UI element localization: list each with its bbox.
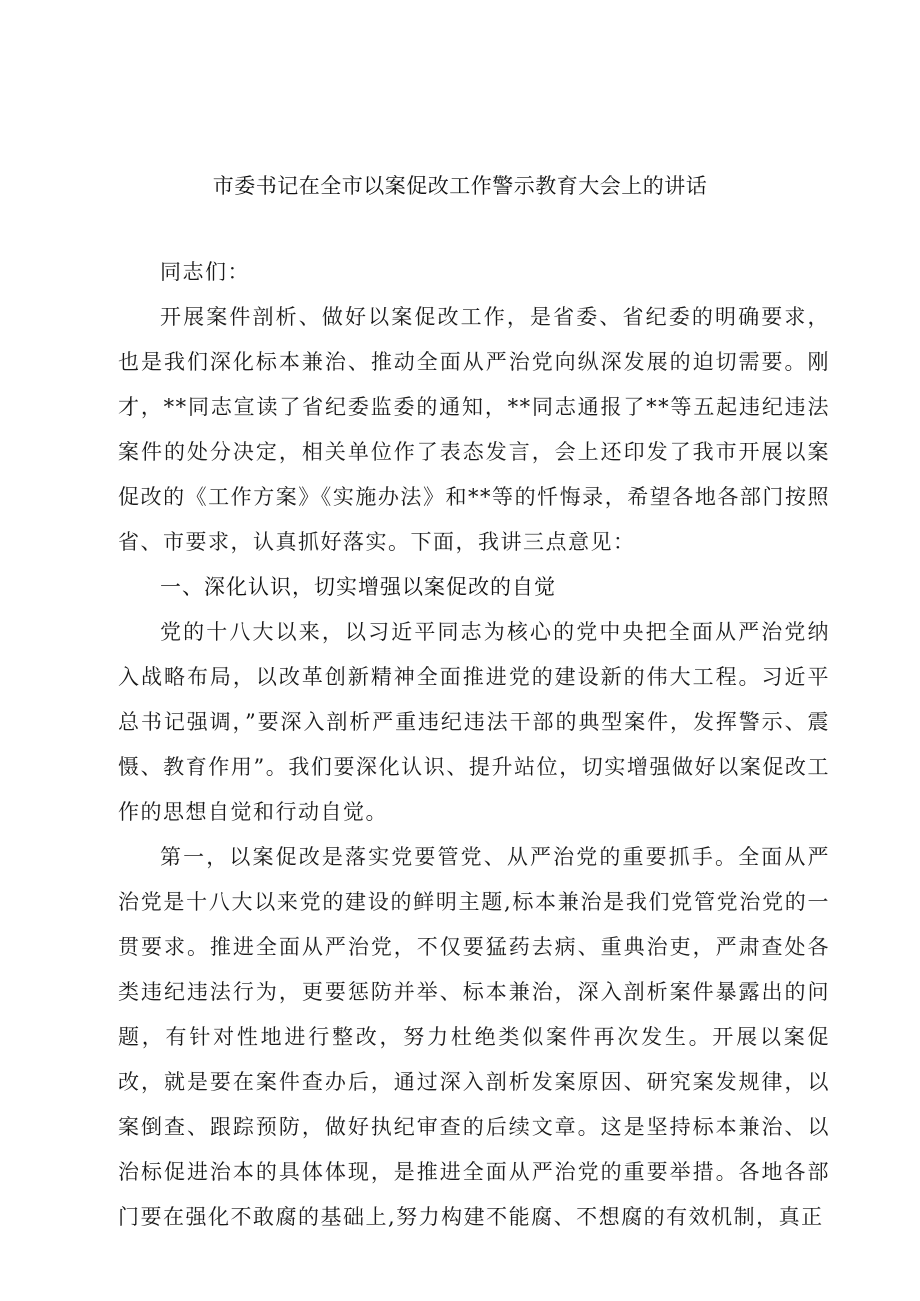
document-title: 市委书记在全市以案促改工作警示教育大会上的讲话	[212, 174, 708, 198]
paragraph-section1-1: 党的十八大以来，以习近平同志为核心的党中央把全面从严治党纳入战略布局，以改革创新精神全面推进党的建设新的伟大工程。习近平总书记强调，”要深入剖析严重违纪违法干部的典型案件，发挥警示、震慑、教育作用”。我们要深化认识、提升站位，切实增强做好以案促改工作的思想自觉和行动自觉。	[118, 620, 830, 824]
section-heading-1: 一、深化认识，切实增强以案促改的自觉	[160, 575, 556, 599]
document-body	[118, 250, 830, 1240]
paragraph-section1-2: 第一，以案促改是落实党要管党、从严治党的重要抓手。全面从严治党是十八大以来党的建设的鲜明主题,标本兼治是我们党管党治党的一贯要求。推进全面从严治党，不仅要猛药去病、重典治吏，严肃查处各类违纪违法行为，更要惩防并举、标本兼治，深入剖析案件暴露出的问题，有针对性地进行整改，努力杜绝类似案件再次发生。开展以案促改，就是要在案件查办后，通过深入剖析发案原因、研究案发规律，以案倒查、跟踪预防，做好执纪审查的后续文章。这是坚持标本兼治、以治标促进治本的具体体现，是推进全面从严治党的重要举措。各地各部门要在强化不敢腐的基础上,努力构建不能腐、不想腐的有效机制，真正	[118, 845, 830, 1229]
salutation: 同志们：	[160, 260, 250, 284]
paragraph-intro: 开展案件剖析、做好以案促改工作，是省委、省纪委的明确要求，也是我们深化标本兼治、推动全面从严治党向纵深发展的迫切需要。刚才，**同志宣读了省纪委监委的通知，**同志通报了**等五起违纪违法案件的处分决定，相关单位作了表态发言，会上还印发了我市开展以案促改的《工作方案》《实施办法》和**等的忏悔录，希望各地各部门按照省、市要求，认真抓好落实。下面，我讲三点意见：	[118, 305, 830, 554]
